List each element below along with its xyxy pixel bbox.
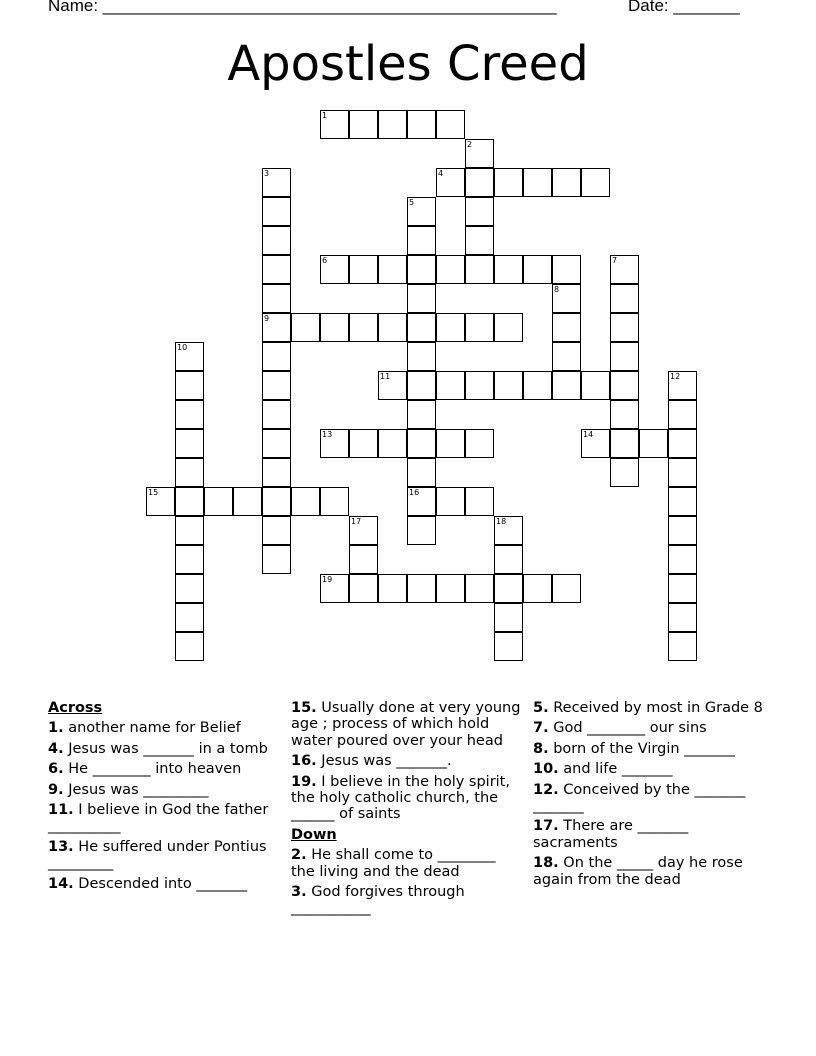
grid-cell[interactable] <box>175 545 204 574</box>
grid-cell[interactable] <box>320 255 349 284</box>
grid-cell[interactable] <box>320 110 349 139</box>
grid-cell[interactable] <box>581 371 610 400</box>
grid-cell[interactable] <box>494 545 523 574</box>
down-clue <box>533 700 765 716</box>
grid-cell[interactable] <box>175 603 204 632</box>
clue-text: born of the Virgin _______ <box>553 740 735 757</box>
grid-cell[interactable] <box>175 632 204 661</box>
grid-cell[interactable] <box>349 313 378 342</box>
clue-text: There are _______ sacraments <box>533 818 689 851</box>
grid-cell[interactable] <box>494 603 523 632</box>
grid-cell[interactable] <box>668 574 697 603</box>
clue-number: 4 <box>438 169 444 178</box>
grid-cell[interactable] <box>610 313 639 342</box>
clue-number: 6 <box>322 256 328 265</box>
grid-cell[interactable] <box>581 168 610 197</box>
clue-number-label: 18. <box>533 855 559 872</box>
grid-cell[interactable] <box>494 574 523 603</box>
grid-cell[interactable] <box>494 313 523 342</box>
clue-number-label: 12. <box>533 781 559 798</box>
clue-column-2 <box>291 700 523 921</box>
clue-number-label: 16. <box>291 753 317 770</box>
grid-cell[interactable] <box>407 400 436 429</box>
grid-cell[interactable] <box>407 226 436 255</box>
across-clue <box>291 700 523 749</box>
grid-cell[interactable] <box>436 313 465 342</box>
grid-cell[interactable] <box>320 313 349 342</box>
clue-number: 17 <box>351 517 362 526</box>
grid-cell[interactable] <box>494 168 523 197</box>
across-clue <box>48 761 280 777</box>
grid-cell[interactable] <box>523 574 552 603</box>
grid-cell[interactable] <box>175 574 204 603</box>
grid-cell[interactable] <box>175 516 204 545</box>
grid-cell[interactable] <box>407 458 436 487</box>
grid-cell[interactable] <box>407 255 436 284</box>
clue-number-label: 8. <box>533 740 549 757</box>
clue-number: 7 <box>612 256 618 265</box>
across-clue <box>48 876 280 892</box>
clue-text: I believe in the holy spirit, the holy catholic church, the ______ of saints <box>291 773 510 823</box>
down-clue <box>533 818 765 851</box>
grid-cell[interactable] <box>262 400 291 429</box>
grid-cell[interactable] <box>262 313 291 342</box>
grid-cell[interactable] <box>262 226 291 255</box>
grid-cell[interactable] <box>262 197 291 226</box>
across-clue <box>48 720 280 736</box>
clue-number-label: 9. <box>48 781 64 798</box>
clue-text: Jesus was _______ in a tomb <box>68 740 268 757</box>
grid-cell[interactable] <box>552 342 581 371</box>
grid-cell[interactable] <box>349 110 378 139</box>
clue-text: God ________ our sins <box>553 720 707 737</box>
grid-cell[interactable] <box>523 255 552 284</box>
grid-cell[interactable] <box>407 313 436 342</box>
grid-cell[interactable] <box>494 371 523 400</box>
clue-number: 9 <box>264 314 270 323</box>
clue-number-label: 15. <box>291 700 317 716</box>
grid-cell[interactable] <box>436 168 465 197</box>
grid-cell[interactable] <box>349 516 378 545</box>
date-field[interactable]: Date: _______ <box>628 0 740 15</box>
clue-text: Descended into _______ <box>78 875 248 892</box>
grid-cell[interactable] <box>378 429 407 458</box>
across-clue <box>48 839 280 872</box>
clue-text: Jesus was _________ <box>68 781 209 798</box>
down-clue <box>533 741 765 757</box>
grid-cell[interactable] <box>175 487 204 516</box>
across-clue <box>48 782 280 798</box>
grid-cell[interactable] <box>349 429 378 458</box>
clue-text: He shall come to ________ the living and the dead <box>291 847 496 880</box>
clue-text: Usually done at very young age ; process of which hold water poured over your head <box>291 700 521 749</box>
grid-cell[interactable] <box>407 487 436 516</box>
clue-number-label: 6. <box>48 761 64 778</box>
down-clue <box>533 782 765 815</box>
down-heading: Down <box>291 826 337 843</box>
grid-cell[interactable] <box>436 110 465 139</box>
grid-cell[interactable] <box>465 371 494 400</box>
grid-cell[interactable] <box>378 313 407 342</box>
grid-cell[interactable] <box>465 197 494 226</box>
clue-number-label: 17. <box>533 818 559 835</box>
clue-number: 19 <box>322 575 333 584</box>
across-clue <box>291 774 523 823</box>
clue-text: another name for Belief <box>68 720 241 737</box>
clue-number: 18 <box>496 517 507 526</box>
grid-cell[interactable] <box>175 429 204 458</box>
grid-cell[interactable] <box>465 574 494 603</box>
clue-number: 1 <box>322 111 328 120</box>
clue-number: 16 <box>409 488 420 497</box>
clue-number: 2 <box>467 140 473 149</box>
clue-number: 13 <box>322 430 333 439</box>
grid-cell[interactable] <box>668 545 697 574</box>
grid-cell[interactable] <box>320 429 349 458</box>
grid-cell[interactable] <box>349 545 378 574</box>
grid-cell[interactable] <box>436 255 465 284</box>
clue-number: 12 <box>670 372 681 381</box>
grid-cell[interactable] <box>610 284 639 313</box>
clue-text: and life _______ <box>563 761 673 778</box>
grid-cell[interactable] <box>262 371 291 400</box>
grid-cell[interactable] <box>494 255 523 284</box>
grid-cell[interactable] <box>436 487 465 516</box>
grid-cell[interactable] <box>668 371 697 400</box>
grid-cell[interactable] <box>349 574 378 603</box>
grid-cell[interactable] <box>175 400 204 429</box>
grid-cell[interactable] <box>552 574 581 603</box>
clue-text: Received by most in Grade 8 <box>553 700 763 716</box>
grid-cell[interactable] <box>668 603 697 632</box>
clue-number: 11 <box>380 372 391 381</box>
grid-cell[interactable] <box>291 487 320 516</box>
grid-cell[interactable] <box>552 284 581 313</box>
clue-text: God forgives through ___________ <box>291 884 465 917</box>
grid-cell[interactable] <box>262 429 291 458</box>
grid-cell[interactable] <box>668 429 697 458</box>
clue-number-label: 13. <box>48 838 74 855</box>
grid-cell[interactable] <box>262 458 291 487</box>
across-heading: Across <box>48 700 103 716</box>
grid-cell[interactable] <box>610 400 639 429</box>
down-clue <box>291 847 523 880</box>
clue-number: 8 <box>554 285 560 294</box>
grid-cell[interactable] <box>175 458 204 487</box>
clue-number-label: 11. <box>48 802 74 819</box>
clue-number-label: 14. <box>48 875 74 892</box>
grid-cell[interactable] <box>407 197 436 226</box>
grid-cell[interactable] <box>262 168 291 197</box>
grid-cell[interactable] <box>668 516 697 545</box>
clue-text: I believe in God the father __________ <box>48 802 269 835</box>
clue-number-label: 7. <box>533 720 549 737</box>
clue-number: 14 <box>583 430 594 439</box>
grid-cell[interactable] <box>465 255 494 284</box>
grid-cell[interactable] <box>668 458 697 487</box>
grid-cell[interactable] <box>233 487 262 516</box>
grid-cell[interactable] <box>262 487 291 516</box>
across-clue <box>48 802 280 835</box>
clue-number-label: 3. <box>291 884 307 901</box>
clue-number: 15 <box>148 488 159 497</box>
grid-cell[interactable] <box>407 371 436 400</box>
grid-cell[interactable] <box>610 371 639 400</box>
grid-cell[interactable] <box>494 632 523 661</box>
clue-column-1 <box>48 700 280 896</box>
grid-cell[interactable] <box>465 487 494 516</box>
across-clue <box>291 753 523 769</box>
grid-cell[interactable] <box>668 400 697 429</box>
down-clue <box>291 884 523 917</box>
grid-cell[interactable] <box>378 371 407 400</box>
name-field[interactable]: Name: ________________________________________________ <box>48 0 557 15</box>
grid-cell[interactable] <box>610 429 639 458</box>
down-clue <box>533 855 765 888</box>
clue-number-label: 1. <box>48 720 64 737</box>
grid-cell[interactable] <box>494 516 523 545</box>
clue-number-label: 4. <box>48 740 64 757</box>
clue-text: He ________ into heaven <box>68 761 242 778</box>
grid-cell[interactable] <box>610 255 639 284</box>
clue-number-label: 2. <box>291 847 307 864</box>
grid-cell[interactable] <box>378 574 407 603</box>
grid-cell[interactable] <box>552 255 581 284</box>
grid-cell[interactable] <box>639 429 668 458</box>
grid-cell[interactable] <box>262 342 291 371</box>
grid-cell[interactable] <box>146 487 175 516</box>
grid-cell[interactable] <box>378 110 407 139</box>
grid-cell[interactable] <box>465 168 494 197</box>
grid-cell[interactable] <box>262 516 291 545</box>
grid-cell[interactable] <box>204 487 233 516</box>
grid-cell[interactable] <box>610 458 639 487</box>
clue-number-label: 5. <box>533 700 549 716</box>
grid-cell[interactable] <box>407 429 436 458</box>
grid-cell[interactable] <box>465 139 494 168</box>
grid-cell[interactable] <box>378 255 407 284</box>
grid-cell[interactable] <box>175 342 204 371</box>
grid-cell[interactable] <box>465 429 494 458</box>
grid-cell[interactable] <box>262 255 291 284</box>
clue-text: Jesus was _______. <box>321 753 452 770</box>
grid-cell[interactable] <box>262 545 291 574</box>
grid-cell[interactable] <box>581 429 610 458</box>
clue-text: On the _____ day he rose again from the dead <box>533 855 743 888</box>
grid-cell[interactable] <box>436 429 465 458</box>
grid-cell[interactable] <box>668 632 697 661</box>
down-clue <box>533 761 765 777</box>
grid-cell[interactable] <box>552 313 581 342</box>
clue-number-label: 10. <box>533 761 559 778</box>
grid-cell[interactable] <box>552 371 581 400</box>
grid-cell[interactable] <box>320 487 349 516</box>
clue-number: 10 <box>177 343 188 352</box>
clue-number-label: 19. <box>291 773 317 790</box>
grid-cell[interactable] <box>175 371 204 400</box>
grid-cell[interactable] <box>523 168 552 197</box>
clue-text: Conceived by the _______ _______ <box>533 781 746 815</box>
page-title: Apostles Creed <box>227 36 589 92</box>
grid-cell[interactable] <box>436 574 465 603</box>
clue-column-3 <box>533 700 765 892</box>
grid-cell[interactable] <box>465 313 494 342</box>
grid-cell[interactable] <box>610 342 639 371</box>
grid-cell[interactable] <box>407 342 436 371</box>
grid-cell[interactable] <box>407 574 436 603</box>
grid-cell[interactable] <box>349 255 378 284</box>
clue-text: He suffered under Pontius _________ <box>48 838 267 872</box>
grid-cell[interactable] <box>407 516 436 545</box>
grid-cell[interactable] <box>320 574 349 603</box>
grid-cell[interactable] <box>668 487 697 516</box>
grid-cell[interactable] <box>291 313 320 342</box>
grid-cell[interactable] <box>465 226 494 255</box>
clue-number: 3 <box>264 169 270 178</box>
grid-cell[interactable] <box>436 371 465 400</box>
clue-number: 5 <box>409 198 415 207</box>
grid-cell[interactable] <box>552 168 581 197</box>
across-clue <box>48 741 280 757</box>
down-clue <box>533 720 765 736</box>
grid-cell[interactable] <box>407 284 436 313</box>
grid-cell[interactable] <box>523 371 552 400</box>
grid-cell[interactable] <box>407 110 436 139</box>
grid-cell[interactable] <box>262 284 291 313</box>
